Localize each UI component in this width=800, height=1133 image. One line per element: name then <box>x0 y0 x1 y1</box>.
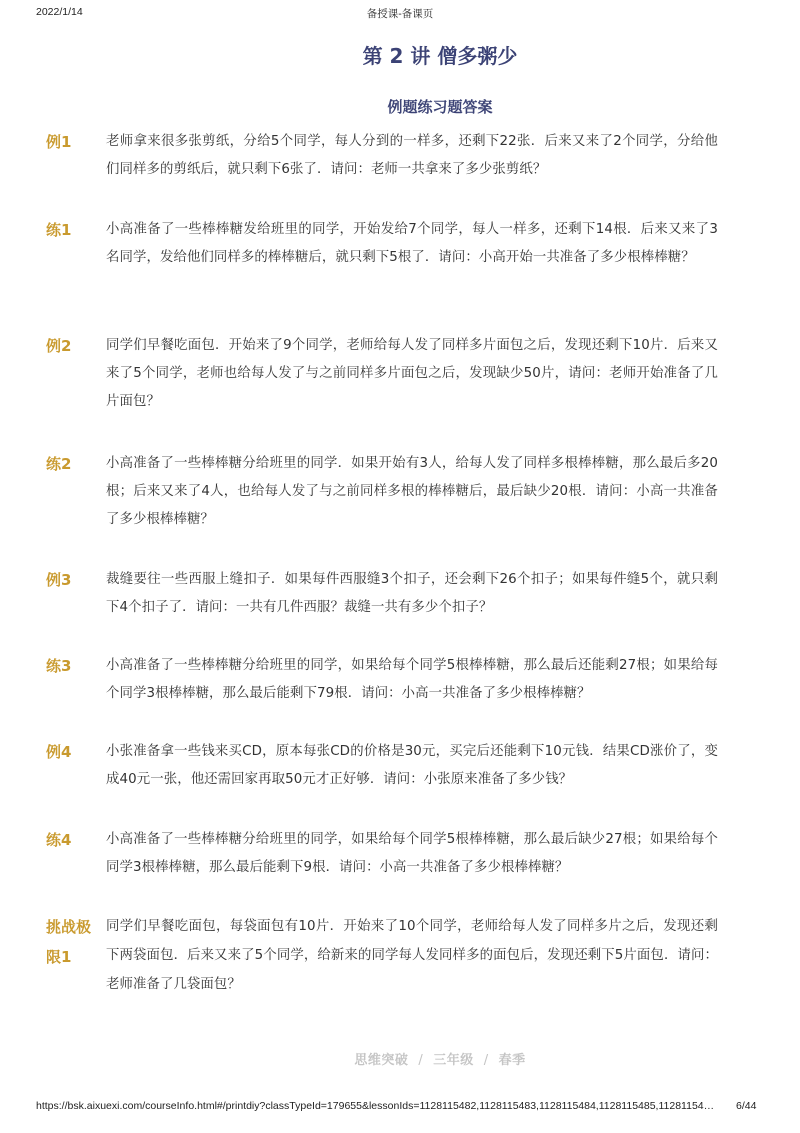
problem-label: 例2 <box>46 337 72 355</box>
problem-text: 小张准备拿一些钱来买CD，原本每张CD的价格是30元，买完后还能剩下10元钱．结果CD涨价了，变成40元一张，他还需回家再取50元才正好够．请问：小张原来准备了多少钱？ <box>106 744 718 787</box>
problem-label: 练2 <box>46 455 72 473</box>
footer-separator: / <box>483 1053 489 1068</box>
print-header <box>0 6 800 22</box>
problem-item <box>0 652 800 738</box>
problem-item <box>0 912 800 1012</box>
print-page-number: 6/44 <box>736 1100 757 1112</box>
problem-text: 同学们早餐吃面包．开始来了9个同学，老师给每人发了同样多片面包之后，发现还剩下10片．后来又来了5个同学，老师也给每人发了与之前同样多片面包之后，发现缺少50片，请问：老师开始准备了几片面包？ <box>106 338 718 409</box>
problem-text: 小高准备了一些棒棒糖发给班里的同学，开始发给7个同学，每人一样多，还剩下14根．后来又来了3名同学，发给他们同样多的棒棒糖后，就只剩下5根了．请问：小高开始一共准备了多少根棒棒糖？ <box>106 222 718 265</box>
footer-term: 春季 <box>498 1053 526 1068</box>
print-page-title: 备授课-备课页 <box>366 8 434 20</box>
lecture-title: 第 2 讲 僧多粥少 <box>362 44 518 68</box>
footer-separator: / <box>418 1053 424 1068</box>
problem-item <box>0 566 800 652</box>
problem-text: 小高准备了一些棒棒糖分给班里的同学，如果给每个同学5根棒棒糖，那么最后缺少27根；如果给每个同学3根棒棒糖，那么最后能剩下9根．请问：小高一共准备了多少根棒棒糖？ <box>106 832 718 875</box>
problem-text: 老师拿来很多张剪纸，分给5个同学，每人分到的一样多，还剩下22张．后来又来了2个同学，分给他们同样多的剪纸后，就只剩下6张了．请问：老师一共拿来了多少张剪纸？ <box>106 134 718 177</box>
problem-label: 例3 <box>46 571 72 589</box>
problem-item <box>0 826 800 912</box>
problem-text: 裁缝要往一些西服上缝扣子．如果每件西服缝3个扣子，还会剩下26个扣子；如果每件缝5个，就只剩下4个扣子了．请问：一共有几件西服？裁缝一共有多少个扣子？ <box>106 572 718 615</box>
print-url: https://bsk.aixuexi.com/courseInfo.html#/printdiy?classTypeId=179655&lessonIds=1128115482,1128115483,1128115484,1128115485,11281154… <box>36 1100 715 1112</box>
problem-label: 挑战极限1 <box>46 918 92 966</box>
problem-item <box>0 332 800 450</box>
problem-label: 练3 <box>46 657 72 675</box>
course-footer <box>0 1049 800 1068</box>
problem-text: 小高准备了一些棒棒糖分给班里的同学，如果给每个同学5根棒棒糖，那么最后还能剩27根；如果给每个同学3根棒棒糖，那么最后能剩下79根．请问：小高一共准备了多少根棒棒糖？ <box>106 658 718 701</box>
problem-text: 同学们早餐吃面包，每袋面包有10片．开始来了10个同学，老师给每人发了同样多片之后，发现还剩下两袋面包．后来又来了5个同学，给新来的同学每人发同样多的面包后，发现还剩下5片面包．请问：老师准备了几袋面包？ <box>106 919 718 992</box>
problem-list <box>0 128 800 1012</box>
problem-label: 例1 <box>46 133 72 151</box>
problem-label: 练4 <box>46 831 72 849</box>
footer-grade: 三年级 <box>433 1053 474 1068</box>
footer-course: 思维突破 <box>354 1053 409 1068</box>
problem-text: 小高准备了一些棒棒糖分给班里的同学．如果开始有3人，给每人发了同样多根棒棒糖，那么最后多20根；后来又来了4人，也给每人发了与之前同样多根的棒棒糖后，最后缺少20根．请问：小高一共准备了多少根棒棒糖？ <box>106 456 718 527</box>
problem-item <box>0 216 800 332</box>
section-title: 例题练习题答案 <box>387 98 493 116</box>
problem-item <box>0 738 800 826</box>
print-date: 2022/1/14 <box>36 6 83 18</box>
problem-item <box>0 450 800 566</box>
problem-label: 练1 <box>46 221 72 239</box>
problem-item <box>0 128 800 216</box>
problem-label: 例4 <box>46 743 72 761</box>
